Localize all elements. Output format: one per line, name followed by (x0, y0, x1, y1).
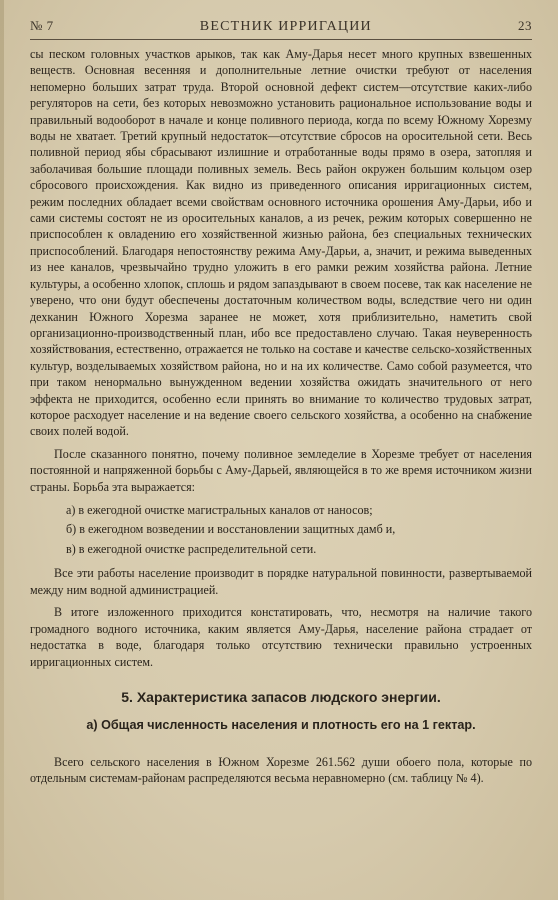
paragraph: Всего сельского населения в Южном Хорезме 261.562 души обоего пола, которые по отдельным системам-районам распределяются весьма неравномерно (см. таблицу № 4). (30, 754, 532, 786)
list-item: а) в ежегодной очистке магистральных каналов от наносов; (66, 502, 373, 517)
page-number: 23 (517, 18, 532, 33)
paragraph: После сказанного понятно, почему поливное земледелие в Хорезме требует от населения постоянной и напряженной борьбы с Аму-Дарьей, являющейся в то же время источником жизни страны. Борьба эта выражается: (30, 446, 532, 494)
list-item: в) в ежегодной очистке распределительной сети. (66, 541, 317, 556)
journal-title: ВЕСТНИК ИРРИГАЦИИ (199, 19, 372, 34)
header-rule (30, 39, 532, 40)
running-header (30, 18, 532, 35)
paragraph: В итоге изложенного приходится констатировать, что, несмотря на наличие такого громадного водного источника, каким является Аму-Дарья, население района страдает от недостатка в воде, благодаря только отсутствию технически правильно устроенных ирригационных систем. (30, 605, 532, 669)
list-item: б) в ежегодном возведении и восстановлении защитных дамб и, (66, 522, 396, 537)
struggle-list (30, 501, 532, 560)
paragraph: Все эти работы население производит в порядке натуральной повинности, развертываемой между ним водной администрацией. (30, 566, 532, 597)
subsection-heading: а) Общая численность населения и плотность его на 1 гектар. (86, 718, 476, 733)
paragraph: сы песком головных участков арыков, так как Аму-Дарья несет много крупных взвешенных веществ. Основная весенняя и дополнительные летние очистки требуют от населения непомерно больших затрат труда. Второй основной дефект систем—отсутствие каких-либо регуляторов на сети, без которых невозможно установить рациональное использование воды и правильный водооборот в начале и конце поливного периода, когда по всему Южному Хорезму воды не хватает. Третий крупный недостаток—отсутствие сбросов на оросительной сети. Весь поливной период ябы сбрасывают излишние и отработанные воды прямо в озера, затопляя и заболачивая большие площади поливных земель. Весь район окружен большим кольцом озер сбросового происхождения. Как видно из приведенного описания ирригационных систем, режим последних обладает всеми свойствам основного источника орошения Аму-Дарьи, ибо и сами системы состоят не из оросительных каналов, а из речек, режим которых совершенно не приспособлен к овладению его хозяйственной жизнью района, без специальных технических приспособлений. Благодаря непостоянству режима Аму-Дарьи, а, значит, и режима выведенных из нее каналов, чрезвычайно трудно уложить в его рамки режим хозяйства района. Летние культуры, а особенно хлопок, сплошь и рядом запаздывают в своем посеве, так как население не уверено, что они будут обеспечены достаточным количеством воды, вследствие чего ни один дехканин Южного Хорезма заранее не может, хотя приблизительно, наметить свой организационно-производственный план, ибо все предоставлено случаю. Такая неуверенность хозяйствования, естественно, отражается не только на составе и качестве сельско-хозяйственных культур, возделываемых хозяйством района, но и на их количестве. Само собой разумеется, что при таком ненормально вынужденном ведении хозяйства ожидать значительного от него эффекта не приходится, особенно если принять во внимание то количество трудовых затрат, которое расходует население и на ведение своего сельского хозяйства, а особенно на снабжение своих полей водой. (30, 47, 532, 439)
article-body (30, 46, 532, 787)
page-edge (0, 0, 4, 900)
section-heading: 5. Характеристика запасов людского энергии. (121, 688, 441, 705)
issue-number: № 7 (30, 18, 54, 33)
